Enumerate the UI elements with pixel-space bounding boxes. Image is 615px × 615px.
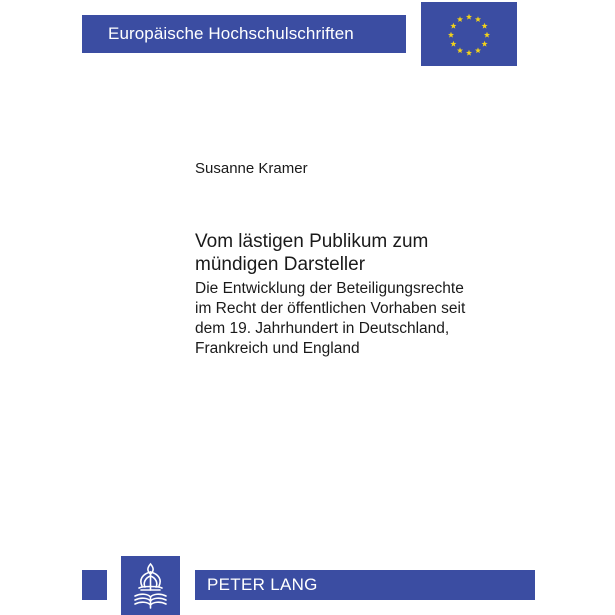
book-title xyxy=(195,230,525,276)
flag-star-icon xyxy=(484,32,490,38)
flag-star-icon xyxy=(457,47,463,53)
flag-star-icon xyxy=(450,23,456,29)
book-subtitle-line: Frankreich und England xyxy=(195,340,360,357)
book-subtitle-line: dem 19. Jahrhundert in Deutschland, xyxy=(195,320,450,337)
author-name: Susanne Kramer xyxy=(195,160,308,177)
flag-star-icon xyxy=(475,16,481,22)
flag-star-icon xyxy=(482,41,488,47)
flag-star-icon xyxy=(466,50,472,56)
flag-star-icon xyxy=(450,41,456,47)
flag-star-icon xyxy=(448,32,454,38)
publisher-banner xyxy=(195,570,535,600)
book-subtitle xyxy=(195,279,525,359)
flag-star-icon xyxy=(475,47,481,53)
series-banner xyxy=(82,15,406,53)
publisher-accent-square xyxy=(82,570,107,600)
book-subtitle-line: im Recht der öffentlichen Vorhaben seit xyxy=(195,300,466,317)
book-subtitle-line: Die Entwicklung der Beteiligungsrechte xyxy=(195,280,464,297)
flag-star-icon xyxy=(457,16,463,22)
flag-star-icon xyxy=(482,23,488,29)
book-title-line: Vom lästigen Publikum zum xyxy=(195,231,429,252)
peter-lang-fountain-logo-icon xyxy=(121,556,180,615)
eu-stars-flag-icon xyxy=(421,2,517,66)
series-title: Europäische Hochschulschriften xyxy=(108,24,354,43)
book-title-line: mündigen Darsteller xyxy=(195,254,366,275)
flag-star-icon xyxy=(466,14,472,20)
publisher-name: PETER LANG xyxy=(207,575,318,594)
